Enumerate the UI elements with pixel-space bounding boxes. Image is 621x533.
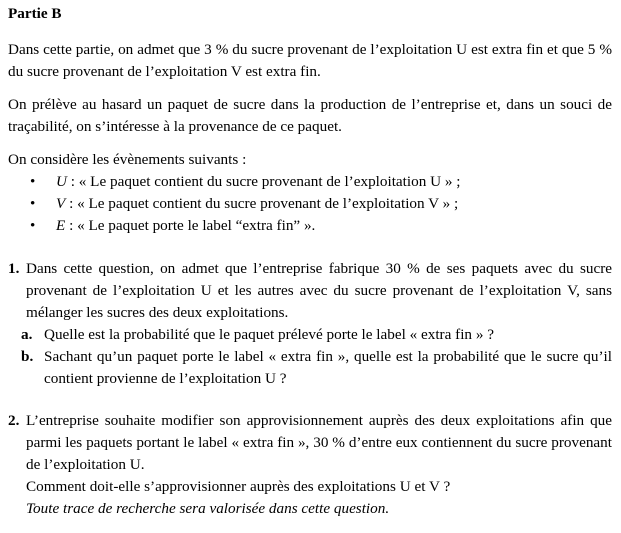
section-title: Partie B: [8, 5, 62, 22]
question-number: 1.: [8, 260, 20, 277]
question-2-text: L’entreprise souhaite modifier son approvisionnement auprès des deux exploitations afin que parmi les paquets portant le label « extra fin », 30 % d’entre eux contiennent du sucre provenant de l’exploitation U.: [26, 412, 612, 473]
bullet-icon: •: [30, 195, 36, 212]
event-item-u: [30, 171, 612, 193]
question-2-question: Comment doit-elle s’approvisionner auprès des exploitations U et V ?: [26, 478, 451, 495]
question-1: [8, 258, 612, 390]
question-1a: [8, 324, 612, 346]
event-symbol: V: [56, 195, 66, 212]
question-2-note: Toute trace de recherche sera valorisée dans cette question.: [26, 500, 390, 517]
context-paragraph: On prélève au hasard un paquet de sucre dans la production de l’entreprise et, dans un souci de traçabilité, on s’intéresse à la provenance de ce paquet.: [8, 96, 612, 135]
event-symbol: U: [56, 173, 67, 190]
event-item-e: [30, 215, 612, 237]
question-1b: [8, 346, 612, 390]
intro-paragraph: Dans cette partie, on admet que 3 % du sucre provenant de l’exploitation U est extra fin et que 5 % du sucre provenant de l’exploitation V est extra fin.: [8, 41, 612, 80]
event-item-v: [30, 193, 612, 215]
subquestion-letter: a.: [21, 326, 33, 343]
event-text: : « Le paquet porte le label “extra fin” ».: [65, 217, 316, 234]
events-intro: On considère les évènements suivants :: [8, 151, 247, 168]
question-2: [8, 410, 612, 520]
event-text: : « Le paquet contient du sucre provenant de l’exploitation U » ;: [66, 173, 461, 190]
event-text: : « Le paquet contient du sucre provenant de l’exploitation V » ;: [65, 195, 459, 212]
bullet-icon: •: [30, 217, 36, 234]
events-list: [8, 171, 612, 237]
question-1b-text: Sachant qu’un paquet porte le label « extra fin », quelle est la probabilité que le sucre qu’il contient provienne de l’exploitation U ?: [44, 348, 612, 387]
bullet-icon: •: [30, 173, 36, 190]
event-symbol: E: [56, 217, 66, 234]
question-number: 2.: [8, 412, 20, 429]
subquestion-letter: b.: [21, 348, 34, 365]
question-1-text: Dans cette question, on admet que l’entreprise fabrique 30 % de ses paquets avec du sucre provenant de l’exploitation U et les autres avec du sucre provenant de l’exploitation V, sans mélanger les sucres des deux exploitations.: [26, 260, 612, 321]
question-1a-text: Quelle est la probabilité que le paquet prélevé porte le label « extra fin » ?: [44, 326, 494, 343]
